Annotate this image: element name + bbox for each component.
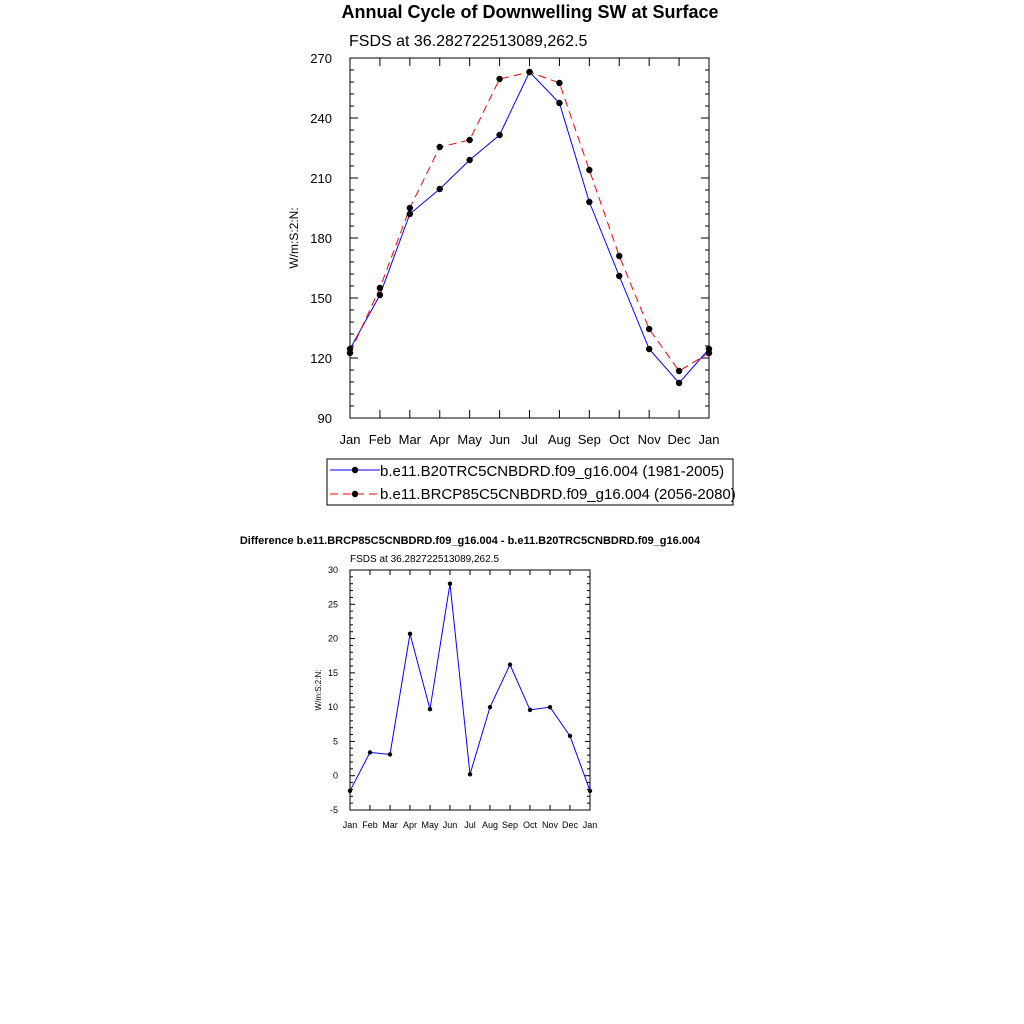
x-tick-label: Aug	[547, 432, 571, 447]
series-1-point	[468, 772, 472, 776]
series-1-point	[466, 157, 472, 163]
y-tick-label: 150	[310, 291, 332, 306]
y-tick-label: 180	[310, 231, 332, 246]
legend-label-1: b.e11.B20TRC5CNBDRD.f09_g16.004 (1981-2005)	[380, 463, 725, 480]
series-2-point	[586, 167, 592, 173]
series-1-point	[528, 708, 532, 712]
x-tick-label: Oct	[522, 820, 538, 830]
y-tick-label: 15	[327, 667, 338, 678]
chart1-x-axis	[340, 58, 720, 447]
x-tick-label: Jan	[582, 820, 598, 830]
x-tick-label: Dec	[667, 432, 691, 447]
series-1-point	[556, 100, 562, 106]
y-tick-label: 210	[310, 171, 332, 186]
x-tick-label: Oct	[609, 432, 630, 447]
annual-cycle-chart	[287, 2, 736, 505]
x-tick-label: Jun	[442, 820, 458, 830]
x-tick-label: Nov	[541, 820, 559, 830]
chart1-series-group	[347, 69, 712, 386]
chart1-y-axis	[310, 51, 709, 426]
y-tick-label: 0	[332, 770, 338, 781]
series-1-point	[488, 705, 492, 709]
series-1-point	[407, 211, 413, 217]
series-1-point	[377, 292, 383, 298]
series-1-point	[616, 273, 622, 279]
y-tick-label: 270	[310, 51, 332, 66]
x-tick-label: Mar	[398, 432, 422, 447]
y-tick-label: 90	[317, 411, 332, 426]
y-tick-label: -5	[329, 805, 338, 815]
series-1-point	[586, 199, 592, 205]
legend-entry-2	[330, 486, 736, 503]
y-tick-label: 10	[327, 702, 338, 713]
x-tick-label: Mar	[382, 820, 398, 830]
series-2-point	[466, 137, 472, 143]
series-1-line	[350, 584, 590, 791]
series-1-point	[448, 582, 452, 586]
x-tick-label: May	[421, 820, 439, 830]
series-1-point	[388, 752, 392, 756]
y-tick-label: 30	[327, 565, 338, 575]
chart2-y-axis	[328, 565, 590, 815]
x-tick-label: Jun	[489, 432, 511, 447]
series-1-line	[350, 72, 709, 383]
chart1-legend	[327, 459, 736, 505]
x-tick-label: Nov	[637, 432, 661, 447]
y-tick-label: 5	[332, 736, 338, 747]
series-2-point	[646, 326, 652, 332]
x-tick-label: Jan	[698, 432, 720, 447]
x-tick-label: Dec	[561, 820, 579, 830]
series-1-point	[588, 789, 592, 793]
series-2-point	[676, 368, 682, 374]
series-1-point	[548, 705, 552, 709]
x-tick-label: Aug	[481, 820, 499, 830]
series-2-point	[526, 69, 532, 75]
series-1-point	[408, 632, 412, 636]
series-1-point	[508, 662, 512, 666]
x-tick-label: Jan	[342, 820, 358, 830]
y-tick-label: 240	[310, 111, 332, 126]
x-tick-label: Sep	[577, 432, 601, 447]
x-tick-label: Jul	[464, 820, 476, 830]
x-tick-label: Apr	[429, 432, 450, 447]
series-2-point	[496, 76, 502, 82]
x-tick-label: Feb	[368, 432, 392, 447]
y-tick-label: 20	[327, 633, 338, 644]
series-1-point	[428, 707, 432, 711]
series-2-point	[437, 144, 443, 150]
chart1-title: Annual Cycle of Downwelling SW at Surface	[341, 2, 719, 22]
chart1-subtitle: FSDS at 36.282722513089,262.5	[349, 33, 588, 50]
chart2-title: Difference b.e11.BRCP85C5CNBDRD.f09_g16.004 - b.e11.B20TRC5CNBDRD.f09_g16.004	[239, 535, 701, 547]
difference-chart	[240, 535, 701, 830]
series-2-point	[377, 285, 383, 291]
series-1-point	[676, 380, 682, 386]
series-2-point	[706, 350, 712, 356]
legend-marker-2	[352, 491, 358, 497]
series-2-line	[350, 72, 709, 371]
y-tick-label: 25	[327, 599, 338, 610]
series-1-point	[368, 750, 372, 754]
x-tick-label: Jul	[521, 432, 538, 447]
x-tick-label: Apr	[402, 820, 418, 830]
series-2-point	[347, 350, 353, 356]
chart2-subtitle: FSDS at 36.282722513089,262.5	[350, 554, 500, 565]
series-1-point	[437, 186, 443, 192]
series-1-point	[496, 132, 502, 138]
series-2-point	[407, 205, 413, 211]
chart1-plot-frame	[350, 58, 709, 418]
series-1-point	[646, 346, 652, 352]
x-tick-label: Jan	[339, 432, 361, 447]
series-2-point	[556, 80, 562, 86]
series-2-point	[616, 253, 622, 259]
chart2-series-group	[348, 582, 592, 793]
y-tick-label: 120	[310, 351, 332, 366]
chart2-ylabel: W/m:S:2:N:	[314, 669, 323, 711]
x-tick-label: May	[457, 432, 482, 447]
x-tick-label: Feb	[362, 820, 378, 830]
chart2-x-axis	[343, 570, 598, 830]
x-tick-label: Sep	[501, 820, 519, 830]
legend-entry-1	[330, 463, 724, 480]
series-1-point	[348, 789, 352, 793]
chart1-ylabel: W/m:S:2:N:	[287, 207, 301, 269]
legend-label-2: b.e11.BRCP85C5CNBDRD.f09_g16.004 (2056-2080)	[380, 486, 736, 503]
series-1-point	[568, 734, 572, 738]
legend-marker-1	[352, 467, 358, 473]
